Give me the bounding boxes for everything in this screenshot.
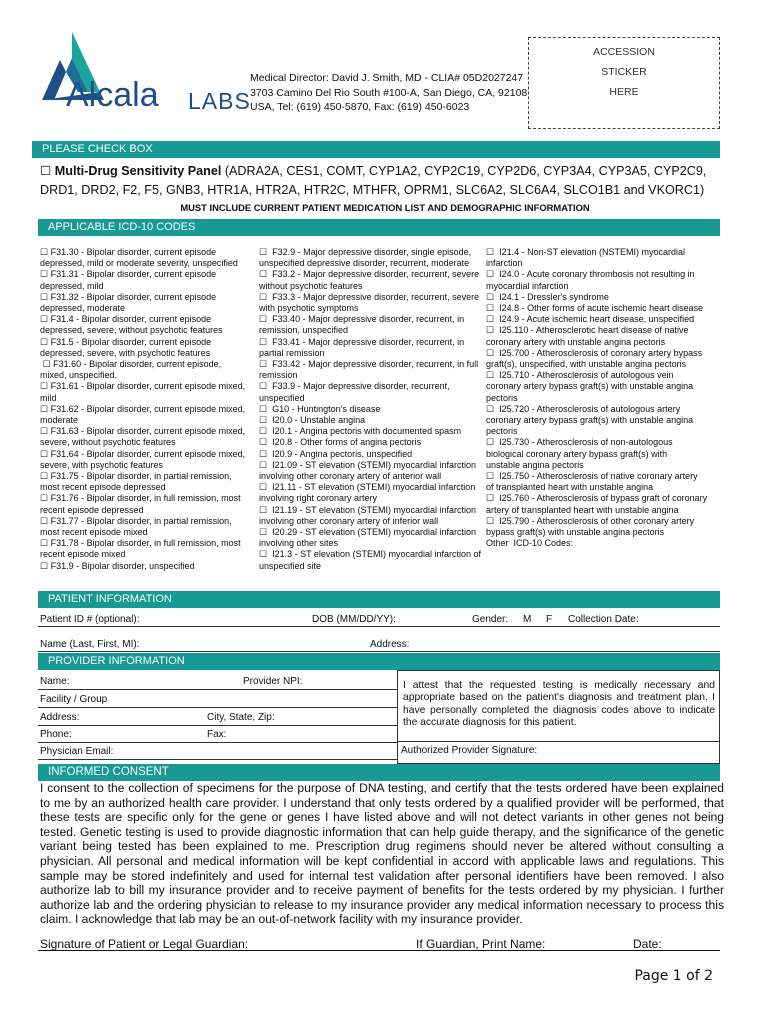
logo-labs-text: LABS <box>188 88 251 114</box>
icd-code-line[interactable]: ☐ I24.9 - Acute ischemic heart disease, unspecified <box>486 314 695 325</box>
provider-npi-field[interactable]: Provider NPI: <box>243 676 303 687</box>
icd-code-line[interactable]: ☐ I21.3 - ST elevation (STEMI) myocardial infarction of <box>259 549 481 560</box>
icd-code-line[interactable]: ☐ F31.30 - Bipolar disorder, current episode <box>40 247 217 257</box>
icd-code-line[interactable]: ☐ I24.1 - Dressler's syndrome <box>486 291 609 302</box>
icd-code-line: pectoris <box>486 392 518 403</box>
icd-code-line[interactable]: ☐ I21.11 - ST elevation (STEMI) myocardial infarction <box>259 482 476 493</box>
check-box-section-header: PLEASE CHECK BOX <box>32 141 720 158</box>
icd-code-line: most recent episode mixed <box>40 527 148 538</box>
icd-code-line[interactable]: ☐ I24.0 - Acute coronary thrombosis not resulting in <box>486 269 695 280</box>
icd-code-line: involving other sites <box>259 538 339 549</box>
medication-list-notice: MUST INCLUDE CURRENT PATIENT MEDICATION LIST AND DEMOGRAPHIC INFORMATION <box>180 202 590 213</box>
consent-text: I consent to the collection of specimens for the purpose of DNA testing, and certify that the tests ordered have been explained to me by an authorized health care provider. I understand that only tests ordered by a qualified provider will be performed, that these tests are specific only for the gene or genes I have listed above and will not detect variants in other genes not being tested. Genetic testing is used to provide diagnostic information that can help guide therapy, and the significance of the genetic variant being tested has been explained to me. Prescription drug regimens should never be altered without consulting a physician. All personal and medical information will be kept confidential in accord with applicable laws and regulations. This sample may be stored indefinitely and used for internal test validation after personal identifiers have been removed. I also authorize lab to bill my insurance provider and to receive payment of benefits for the tests ordered by my physician. I further authorize lab and the ordering physician to release to my insurance provider any medical information necessary to process this claim. I acknowledge that lab may be an out-of-network facility with my insurance provider. <box>40 781 724 927</box>
date-field[interactable]: Date: <box>633 937 662 951</box>
divider <box>38 742 397 743</box>
dob-field[interactable]: DOB (MM/DD/YY): <box>312 614 396 625</box>
provider-section-header: PROVIDER INFORMATION <box>38 653 720 670</box>
medical-director-line: Medical Director: David J. Smith, MD - CLIA# 05D2027247 <box>250 72 524 84</box>
icd-code-line: recent episode depressed <box>40 504 144 515</box>
here-label: HERE <box>609 86 639 98</box>
phone-fax-line: USA, Tel: (619) 450-5870, Fax: (619) 450-6023 <box>250 101 470 113</box>
icd-code-line[interactable]: ☐ F31.60 - Bipolar disorder, current episode, <box>40 359 222 370</box>
icd-code-line: involving other coronary artery of inferior wall <box>259 515 439 526</box>
street-address-line: 3703 Camino Del Rio South #100-A, San Diego, CA, 92108 <box>250 86 528 99</box>
alcala-labs-logo <box>38 30 251 125</box>
divider <box>38 626 720 627</box>
icd-code-line: unspecified depressive disorder, recurrent, moderate <box>259 258 470 269</box>
icd-code-line: coronary artery bypass graft(s) with unstable angina <box>486 381 694 392</box>
gender-label: Gender: <box>472 614 509 625</box>
divider <box>397 741 720 742</box>
gender-m-option[interactable]: M <box>523 614 532 625</box>
panel-name: Multi-Drug Sensitivity Panel <box>54 164 222 178</box>
icd-code-line[interactable]: ☐ I25.790 - Atherosclerosis of other coronary artery <box>486 515 695 526</box>
facility-group-field[interactable]: Facility / Group <box>40 694 108 705</box>
panel-genes-1: (ADRA2A, CES1, COMT, CYP1A2, CYP2C19, CYP2D6, CYP3A4, CYP3A5, CYP2C9, <box>221 164 707 178</box>
icd-code-line[interactable]: ☐ I25.730 - Atherosclerosis of non-autologous <box>486 437 673 448</box>
icd-code-line[interactable]: ☐ F33.42 - Major depressive disorder, recurrent, in full <box>259 359 479 370</box>
icd-section-header: APPLICABLE ICD-10 CODES <box>38 219 720 236</box>
icd-code-line[interactable]: ☐ F31.5 - Bipolar disorder, current episode <box>40 336 212 347</box>
icd-column-2 <box>259 247 481 572</box>
city-state-zip-field[interactable]: City, State, Zip: <box>207 712 275 723</box>
icd-code-line[interactable]: ☐ F32.9 - Major depressive disorder, single episode, <box>259 247 472 257</box>
patient-address-field[interactable]: Address: <box>370 639 410 650</box>
provider-fax-field[interactable]: Fax: <box>207 729 227 740</box>
icd-code-line[interactable]: ☐ I21.4 - Non-ST elevation (NSTEMI) myocardial <box>486 247 685 257</box>
logo-wordmark: Alcala <box>66 76 159 114</box>
patient-signature-field[interactable]: Signature of Patient or Legal Guardian: <box>40 937 249 951</box>
icd-code-line: remission <box>259 370 298 381</box>
icd-code-line: without psychotic features <box>259 280 363 291</box>
icd-code-line[interactable]: ☐ F33.41 - Major depressive disorder, recurrent, in <box>259 336 465 347</box>
icd-code-line: unstable angina pectoris <box>486 459 584 470</box>
icd-code-line[interactable]: ☐ I25.720 - Atherosclerosis of autologous artery <box>486 403 681 414</box>
provider-phone-field[interactable]: Phone: <box>40 729 72 740</box>
icd-code-line: myocardial infarction <box>486 280 569 291</box>
divider <box>38 725 397 726</box>
patient-section-header: PATIENT INFORMATION <box>38 591 720 608</box>
icd-code-line: depressed, mild or moderate severity, unspecified <box>40 258 238 269</box>
icd-code-line: infarction <box>486 258 523 269</box>
patient-name-field[interactable]: Name (Last, First, MI): <box>40 639 140 650</box>
collection-date-field[interactable]: Collection Date: <box>568 614 639 625</box>
icd-code-line: depressed, moderate <box>40 303 126 314</box>
icd-code-line[interactable]: ☐ I25.760 - Atherosclerosis of bypass graft of coronary <box>486 493 708 504</box>
icd-code-line: most recent episode depressed <box>40 482 166 493</box>
icd-code-line: recent episode mixed <box>40 549 126 560</box>
divider <box>38 707 397 708</box>
icd-code-line: moderate <box>40 415 79 426</box>
panel-genes-2: DRD1, DRD2, F2, F5, GNB3, HTR1A, HTR2A, HTR2C, MTHFR, OPRM1, SLC6A2, SLC6A4, SLCO1B1 and VKORC1) <box>40 183 705 197</box>
divider <box>38 759 397 760</box>
icd-code-line[interactable]: ☐ F31.32 - Bipolar disorder, current episode <box>40 291 217 302</box>
icd-code-line: unspecified site <box>259 560 322 571</box>
lab-contact-info <box>250 71 527 115</box>
icd-code-line[interactable]: ☐ F31.63 - Bipolar disorder, current episode mixed, <box>40 426 246 437</box>
consent-section-header: INFORMED CONSENT <box>38 764 720 781</box>
icd-code-line: pectoris <box>486 426 518 437</box>
icd-code-line: Other ICD-10 Codes: <box>486 538 574 549</box>
icd-code-line: of transplanted heart with unstable angina <box>486 482 654 493</box>
icd-code-line[interactable]: ☐ F31.78 - Bipolar disorder, in full remission, most <box>40 538 241 549</box>
icd-code-line[interactable]: ☐ I20.29 - ST elevation (STEMI) myocardial infarction <box>259 527 476 538</box>
icd-code-line: involving right coronary artery <box>259 493 378 504</box>
icd-code-line[interactable]: ☐ F31.76 - Bipolar disorder, in full remission, most <box>40 493 241 504</box>
panel-checkbox[interactable]: ☐ <box>40 164 52 178</box>
icd-code-line[interactable]: ☐ I25.110 - Atherosclerotic heart disease of native <box>486 325 689 336</box>
icd-code-line[interactable]: ☐ I25.750 - Atherosclerosis of native coronary artery <box>486 471 698 482</box>
icd-code-line[interactable]: ☐ F31.75 - Bipolar disorder, in partial remission, <box>40 471 232 482</box>
icd-code-line: involving other coronary artery of anterior wall <box>259 471 442 482</box>
signature-line <box>38 950 720 951</box>
icd-column-3 <box>486 247 707 549</box>
divider <box>38 689 397 690</box>
icd-code-line[interactable]: ☐ G10 - Huntington's disease <box>259 403 381 414</box>
icd-code-line[interactable]: ☐ F33.9 - Major depressive disorder, recurrent, <box>259 381 450 392</box>
icd-code-line[interactable]: ☐ I20.1 - Angina pectoris with documented spasm <box>259 426 462 437</box>
gender-f-option[interactable]: F <box>546 614 553 625</box>
icd-code-line: graft(s), unspecified, with unstable angina pectoris <box>486 359 687 370</box>
divider <box>38 651 720 652</box>
provider-name-field[interactable]: Name: <box>40 676 70 687</box>
icd-code-line: with psychotic symptoms <box>259 303 359 314</box>
icd-code-line[interactable]: ☐ F33.3 - Major depressive disorder, recurrent, severe <box>259 291 480 302</box>
provider-signature-field[interactable]: Authorized Provider Signature: <box>401 745 538 756</box>
icd-code-line[interactable]: ☐ I20.0 - Unstable angina <box>259 415 366 426</box>
icd-code-line[interactable]: ☐ I21.19 - ST elevation (STEMI) myocardial infarction <box>259 504 476 515</box>
guardian-name-field[interactable]: If Guardian, Print Name: <box>416 937 546 951</box>
patient-id-field[interactable]: Patient ID # (optional): <box>40 614 140 625</box>
provider-address-field[interactable]: Address: <box>40 712 80 723</box>
icd-code-line[interactable]: ☐ F33.2 - Major depressive disorder, recurrent, severe <box>259 269 480 280</box>
icd-code-line[interactable]: ☐ I21.09 - ST elevation (STEMI) myocardial infarction <box>259 459 476 470</box>
icd-code-line[interactable]: ☐ F31.64 - Bipolar disorder, current episode mixed, <box>40 448 246 459</box>
icd-code-line[interactable]: ☐ I25.700 - Atherosclerosis of coronary artery bypass <box>486 347 703 358</box>
icd-code-line: mild <box>40 392 57 403</box>
icd-code-line: artery of transplanted heart with unstable angina <box>486 504 679 515</box>
icd-code-line: coronary artery bypass graft(s) with unstable angina <box>486 415 694 426</box>
page-number: Page 1 of 2 <box>634 968 713 984</box>
icd-code-line: severe, without psychotic features <box>40 437 176 448</box>
icd-code-line: depressed, severe, without psychotic features <box>40 325 223 336</box>
icd-code-line: mixed, unspecified. <box>40 370 118 381</box>
icd-code-line: coronary artery with unstable angina pectoris <box>486 336 666 347</box>
icd-code-line: bypass graft(s) with unstable angina pectoris <box>486 527 665 538</box>
icd-bar-wrap <box>38 219 720 236</box>
panel-option <box>40 163 706 178</box>
icd-code-line[interactable]: ☐ F31.9 - Bipolar disorder, unspecified <box>40 560 195 571</box>
accession-label: ACCESSION <box>593 46 655 58</box>
attestation-text: I attest that the requested testing is medically necessary and appropriate based on the patient's diagnosis and treatment plan. I have personally completed the diagnosis codes above to indicate the accurate diagnosis for this patient. <box>403 680 715 728</box>
icd-code-line: severe, with psychotic features <box>40 459 164 470</box>
icd-code-line[interactable]: ☐ F31.77 - Bipolar disorder, in partial remission, <box>40 515 232 526</box>
icd-code-line[interactable]: ☐ F31.62 - Bipolar disorder, current episode mixed, <box>40 403 246 414</box>
icd-column-1 <box>40 247 245 572</box>
icd-code-line: remission, unspecified <box>259 325 349 336</box>
icd-code-line: unspecified <box>259 392 305 403</box>
icd-code-line: depressed, mild <box>40 280 104 291</box>
icd-code-line[interactable]: ☐ F31.61 - Bipolar disorder, current episode mixed, <box>40 381 246 392</box>
icd-code-line[interactable]: ☐ F33.40 - Major depressive disorder, recurrent, in <box>259 314 465 325</box>
accession-sticker-box <box>528 37 720 129</box>
icd-code-line[interactable]: ☐ F31.4 - Bipolar disorder, current episode <box>40 314 212 325</box>
icd-code-line[interactable]: ☐ I20.9 - Angina pectoris, unspecified <box>259 448 413 459</box>
sticker-label: STICKER <box>601 66 647 78</box>
icd-code-line: biological coronary artery bypass graft(s) with <box>486 448 668 459</box>
physician-email-field[interactable]: Physician Email: <box>40 746 114 757</box>
icd-code-line: partial remission <box>259 347 325 358</box>
icd-code-line: depressed, severe, with psychotic features <box>40 347 211 358</box>
icd-code-line[interactable]: ☐ I20.8 - Other forms of angina pectoris <box>259 437 422 448</box>
icd-code-line[interactable]: ☐ I24.8 - Other forms of acute ischemic heart disease <box>486 303 704 314</box>
icd-code-line[interactable]: ☐ F31.31 - Bipolar disorder, current episode <box>40 269 217 280</box>
icd-code-line[interactable]: ☐ I25.710 - Atherosclerosis of autologous vein <box>486 370 674 381</box>
